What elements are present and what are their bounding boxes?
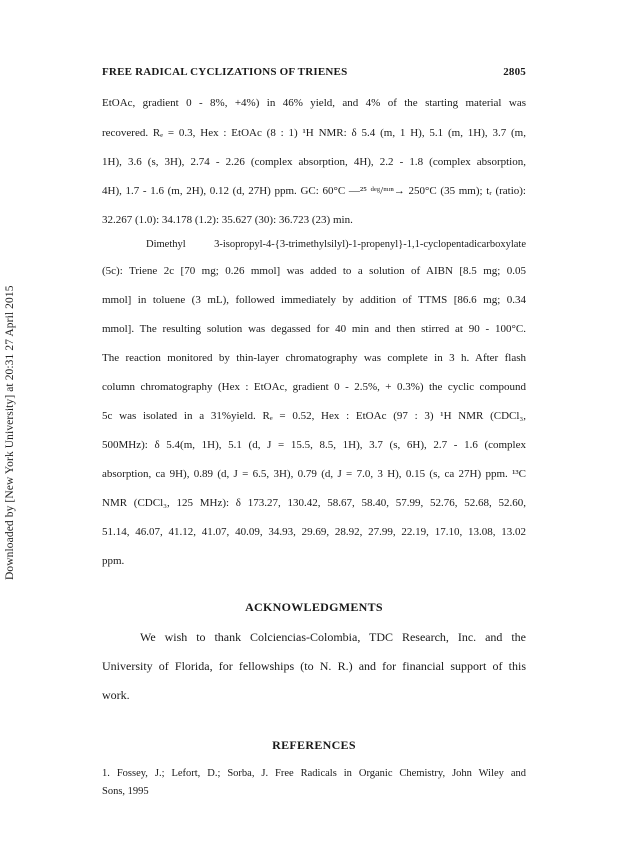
p2-line: 500MHz): δ 5.4(m, 1H), 5.1 (d, J = 15.5, 8.5, 1H), 3.7 (s, 6H), 2.7 - 1.6 (complex [102, 439, 526, 451]
p2-line: (5c): Triene 2c [70 mg; 0.26 mmol] was added to a solution of AIBN [8.5 mg; 0.05 [102, 265, 526, 277]
reference-item-continued: Sons, 1995 [102, 786, 149, 797]
p2-line: mmol]. The resulting solution was degassed for 40 min and then stirred at 90 - 100°C. [102, 323, 526, 335]
page-number: 2805 [503, 66, 526, 78]
ack-line: University of Florida, for fellowships (to N. R.) and for financial support of this [102, 659, 526, 673]
p2-line: The reaction monitored by thin-layer chromatography was complete in 3 h. After flash [102, 352, 526, 364]
p2-line: NMR (CDCl₃, 125 MHz): δ 173.27, 130.42, 58.67, 58.40, 57.99, 52.76, 52.68, 52.60, [102, 497, 526, 509]
p1-line: 1H), 3.6 (s, 3H), 2.74 - 2.26 (complex absorption, 4H), 2.2 - 1.8 (complex absorption, [102, 156, 526, 168]
p2-line: 51.14, 46.07, 41.12, 41.07, 40.09, 34.93, 29.69, 28.92, 27.99, 22.19, 17.10, 13.08, 13.02 [102, 526, 526, 538]
ack-line: We wish to thank Colciencias-Colombia, TDC Research, Inc. and the [140, 630, 526, 644]
running-title: FREE RADICAL CYCLIZATIONS OF TRIENES [102, 66, 348, 78]
references-heading: REFERENCES [272, 738, 356, 752]
p1-line: 4H), 1.7 - 1.6 (m, 2H), 0.12 (d, 27H) ppm. GC: 60°C —²⁵ ᵈᵉᵍ/ᵐᶦⁿ→ 250°C (35 mm); tᵣ (ratio): [102, 185, 526, 197]
p2-line: 5c was isolated in a 31%yield. Rₑ = 0.52, Hex : EtOAc (97 : 3) ¹H NMR (CDCl₃, [102, 410, 526, 422]
reference-item: 1. Fossey, J.; Lefort, D.; Sorba, J. Free Radicals in Organic Chemistry, John Wiley and [102, 768, 526, 779]
ack-line: work. [102, 688, 130, 702]
p2-compound-name: Dimethyl 3-isopropyl-4-{3-trimethylsilyl)-1-propenyl}-1,1-cyclopentadicarboxylate [146, 239, 526, 250]
download-watermark: Downloaded by [New York University] at 20:31 27 April 2015 [4, 285, 16, 580]
p1-line: EtOAc, gradient 0 - 8%, +4%) in 46% yield, and 4% of the starting material was [102, 97, 526, 109]
p2-line: absorption, ca 9H), 0.89 (d, J = 6.5, 3H), 0.79 (d, J = 7.0, 3 H), 0.15 (s, ca 27H) ppm. ¹³C [102, 468, 526, 480]
acknowledgments-heading: ACKNOWLEDGMENTS [245, 600, 383, 614]
p2-line: ppm. [102, 555, 125, 567]
running-header [102, 66, 526, 78]
p1-line: 32.267 (1.0): 34.178 (1.2): 35.627 (30): 36.723 (23) min. [102, 214, 353, 226]
p2-line: column chromatography (Hex : EtOAc, gradient 0 - 2.5%, + 0.3%) the cyclic compound [102, 381, 526, 393]
p1-line: recovered. Rₑ = 0.3, Hex : EtOAc (8 : 1) ¹H NMR: δ 5.4 (m, 1 H), 5.1 (m, 1H), 3.7 (m, [102, 127, 526, 139]
p2-line: mmol] in toluene (3 mL), followed immediately by addition of TTMS [86.6 mg; 0.34 [102, 294, 526, 306]
